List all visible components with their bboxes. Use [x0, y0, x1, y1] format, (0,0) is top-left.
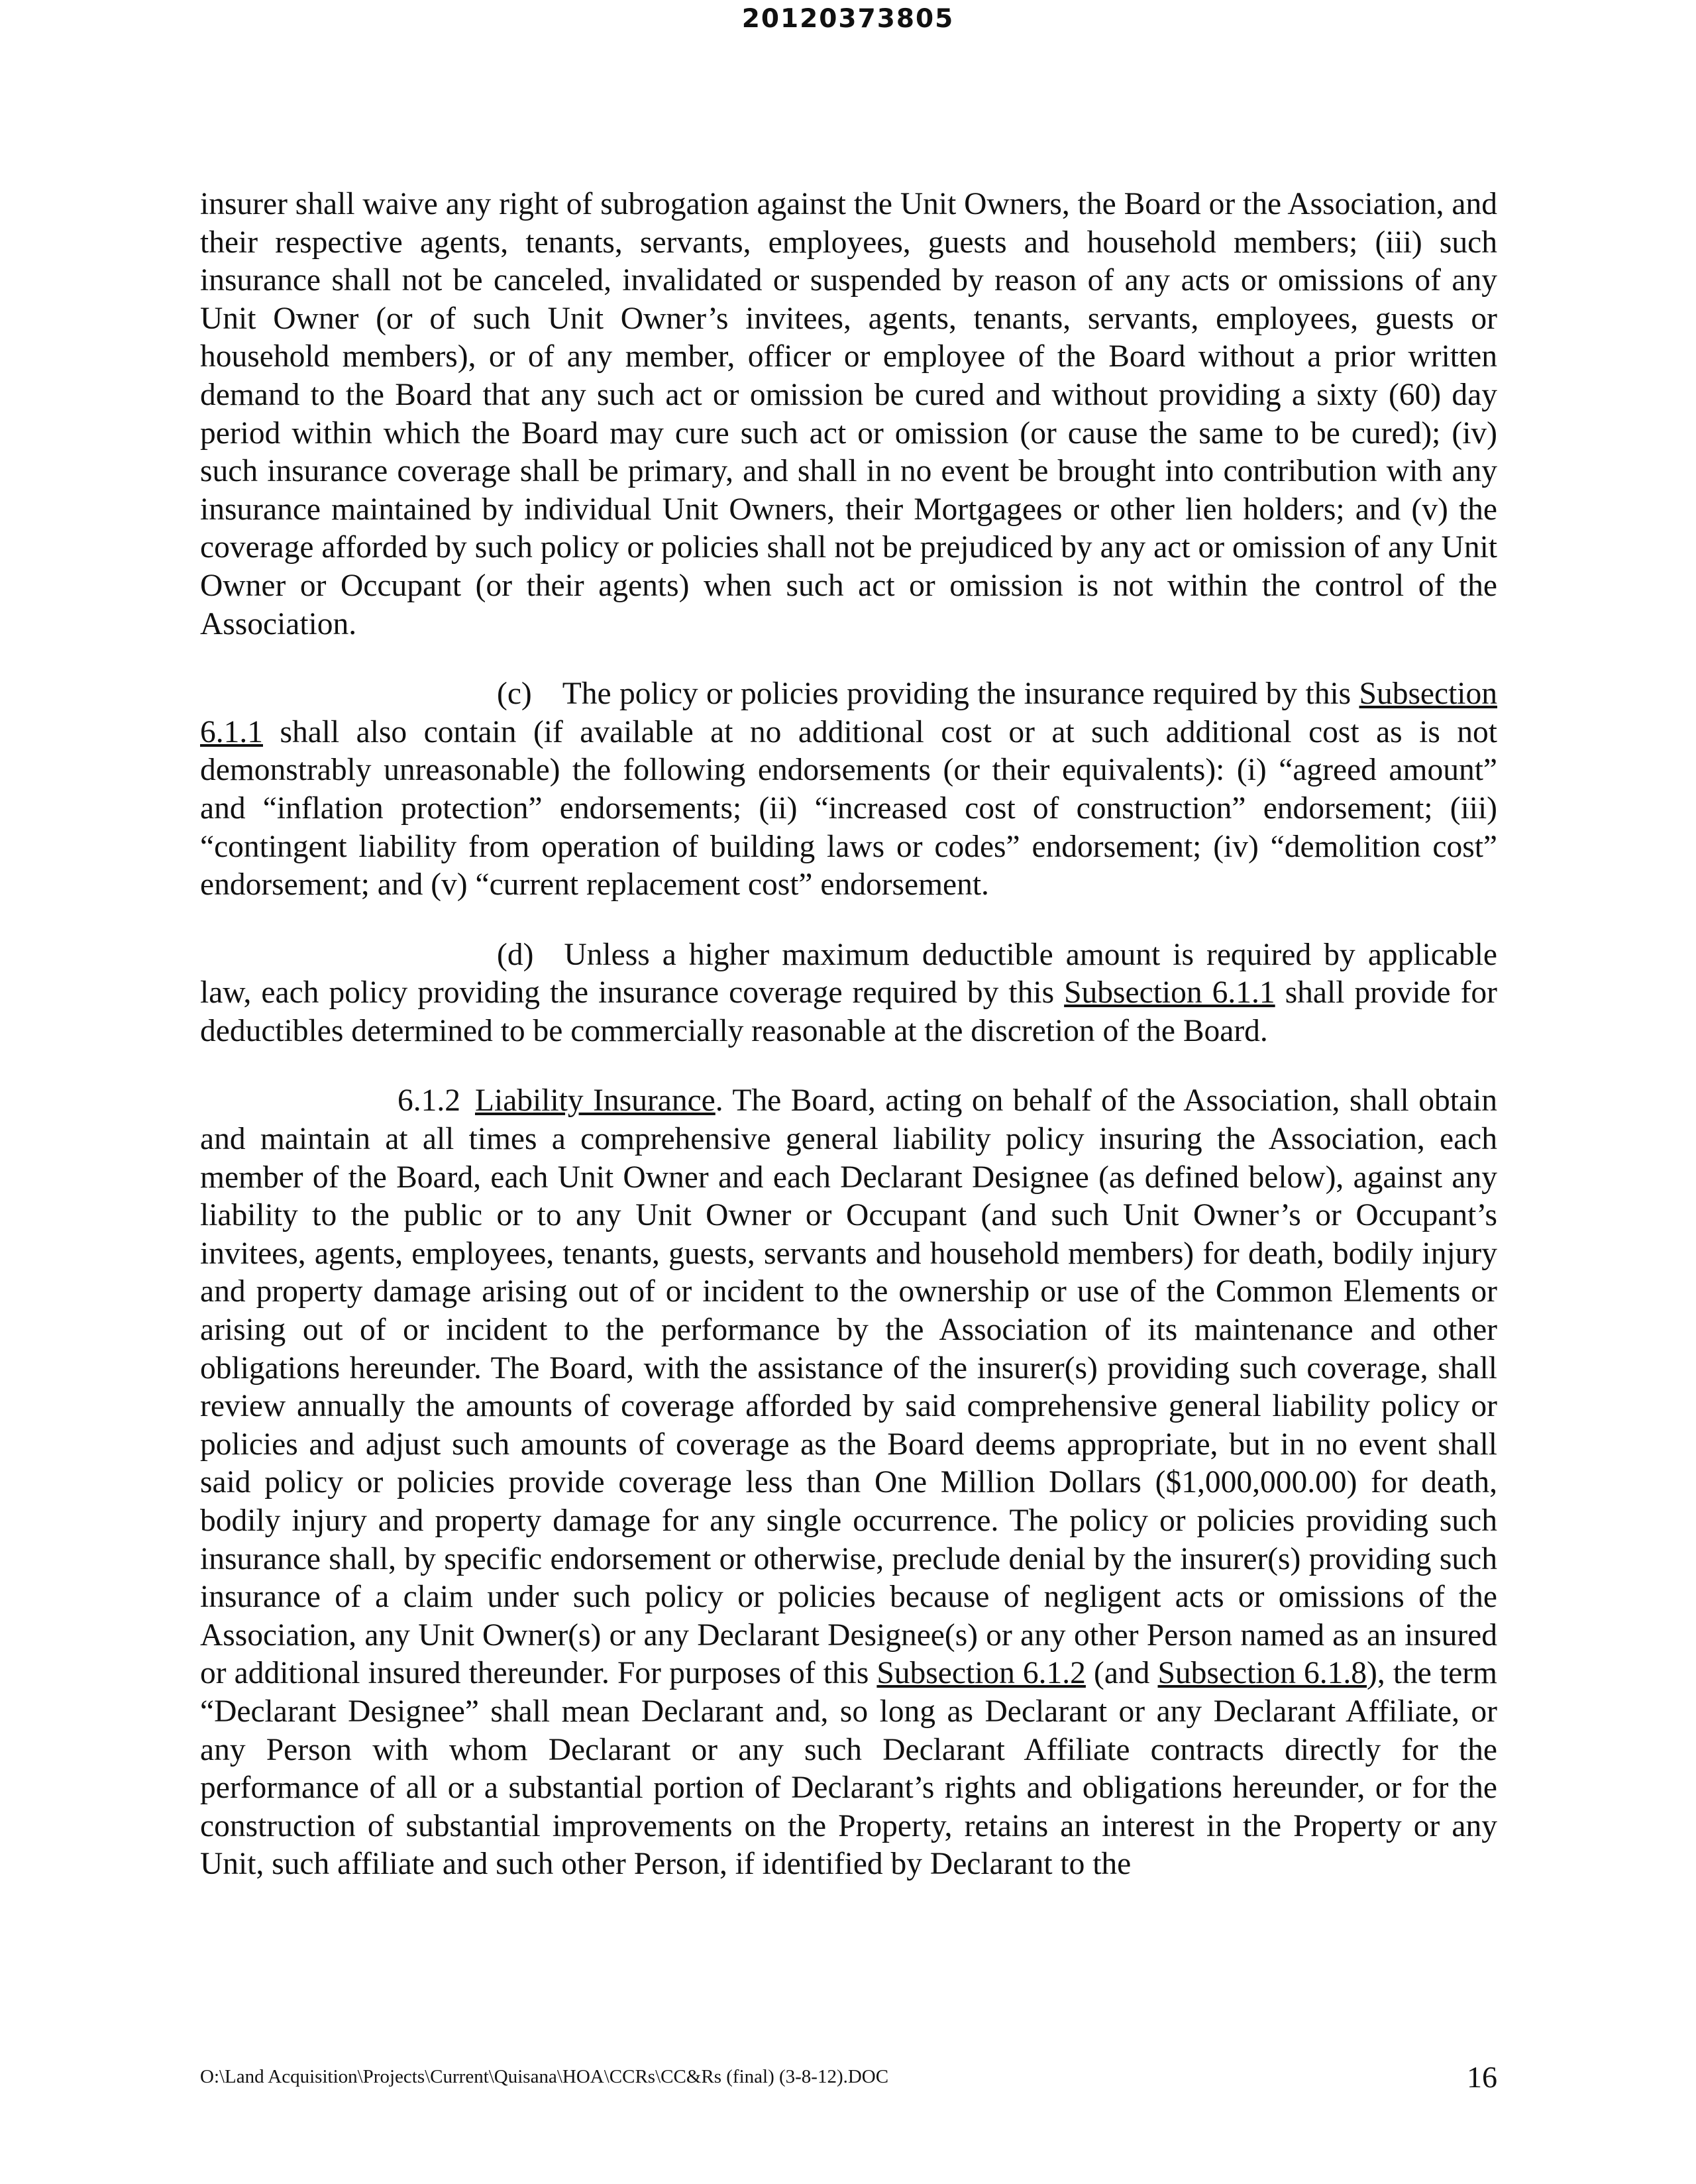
section-text-2: (and: [1085, 1656, 1158, 1691]
section-number: 6.1.2: [398, 1083, 460, 1119]
document-number: 20120373805: [741, 4, 955, 34]
paragraph-d-label: (d): [497, 937, 534, 972]
paragraph-d: [200, 936, 1497, 1051]
section-6-1-2: [200, 1082, 1497, 1883]
subsection-6-1-1-reference: Subsection 6.1.1: [1064, 975, 1275, 1010]
paragraph-c-label: (c): [497, 677, 532, 712]
paragraph-d-text-2: shall provide for deductibles determined to be commercially reasonable at the discretion of the Board.: [200, 975, 1497, 1048]
document-body: [200, 186, 1497, 1884]
paragraph-c-text-1: The policy or policies providing the insurance required by this: [562, 677, 1359, 712]
page-number: 16: [1467, 2060, 1497, 2094]
section-heading: Liability Insurance: [475, 1083, 716, 1119]
paragraph-c: [200, 675, 1497, 904]
subsection-6-1-2-reference: Subsection 6.1.2: [876, 1656, 1086, 1691]
footer-file-path: O:\Land Acquisition\Projects\Current\Quisana\HOA\CCRs\CC&Rs (final) (3-8-12).DOC: [200, 2066, 889, 2087]
section-text-3: ), the term “Declarant Designee” shall mean Declarant and, so long as Declarant or any Declarant Affiliate, or any Person with whom Declarant or any such Declarant Affiliate contracts directly for the performance of all or a substantial portion of Declarant’s rights and obligations hereunder, or for the construction of substantial improvements on the Property, retains an interest in the Property or any Unit, such affiliate and such other Person, if identified by Declarant to the: [200, 1656, 1497, 1882]
paragraph-c-text-2: shall also contain (if available at no additional cost or at such additional cost as is not demonstrably unreasonable) the following endorsements (or their equivalents): (i) “agreed amount” and “inflation protection” endorsements; (ii) “increased cost of construction” endorsement; (iii) “contingent liability from operation of building laws or codes” endorsement; (iv) “demolition cost” endorsement; and (v) “current replacement cost” endorsement.: [200, 714, 1497, 902]
section-text-1: . The Board, acting on behalf of the Association, shall obtain and maintain at all times a comprehensive general liability policy insuring the Association, each member of the Board, each Unit Owner and each Declarant Designee (as defined below), against any liability to the public or to any Unit Owner or Occupant (and such Unit Owner’s or Occupant’s invitees, agents, employees, tenants, guests, servants and household members) for death, bodily injury and property damage arising out of or incident to the ownership or use of the Common Elements or arising out of or incident to the performance by the Association of its maintenance and other obligations hereunder. The Board, with the assistance of the insurer(s) providing such coverage, shall review annually the amounts of coverage afforded by said comprehensive general liability policy or policies and adjust such amounts of coverage as the Board deems appropriate, but in no event shall said policy or policies provide coverage less than One Million Dollars ($1,000,000.00) for death, bodily injury and property damage for any single occurrence. The policy or policies providing such insurance shall, by specific endorsement or otherwise, preclude denial by the insurer(s) providing such insurance of a claim under such policy or policies because of negligent acts or omissions of the Association, any Unit Owner(s) or any Declarant Designee(s) or any other Person named as an insured or additional insured thereunder. For purposes of this: [200, 1083, 1497, 1691]
paragraph-continuation: insurer shall waive any right of subrogation against the Unit Owners, the Board or the Association, and their respective agents, tenants, servants, employees, guests and household members; (iii) such insurance shall not be canceled, invalidated or suspended by reason of any acts or omissions of any Unit Owner (or of such Unit Owner’s invitees, agents, tenants, servants, employees, guests or household members), or of any member, officer or employee of the Board without a prior written demand to the Board that any such act or omission be cured and without providing a sixty (60) day period within which the Board may cure such act or omission (or cause the same to be cured); (iv) such insurance coverage shall be primary, and shall in no event be brought into contribution with any insurance maintained by individual Unit Owners, their Mortgagees or other lien holders; and (v) the coverage afforded by such policy or policies shall not be prejudiced by any act or omission of any Unit Owner or Occupant (or their agents) when such act or omission is not within the control of the Association.: [200, 187, 1497, 641]
subsection-6-1-8-reference: Subsection 6.1.8: [1157, 1656, 1367, 1691]
subsection-6-1-1-reference: Subsection 6.1.1: [200, 677, 1497, 749]
paragraph-d-text-1: Unless a higher maximum deductible amount is required by applicable law, each policy providing the insurance coverage required by this: [200, 937, 1497, 1010]
